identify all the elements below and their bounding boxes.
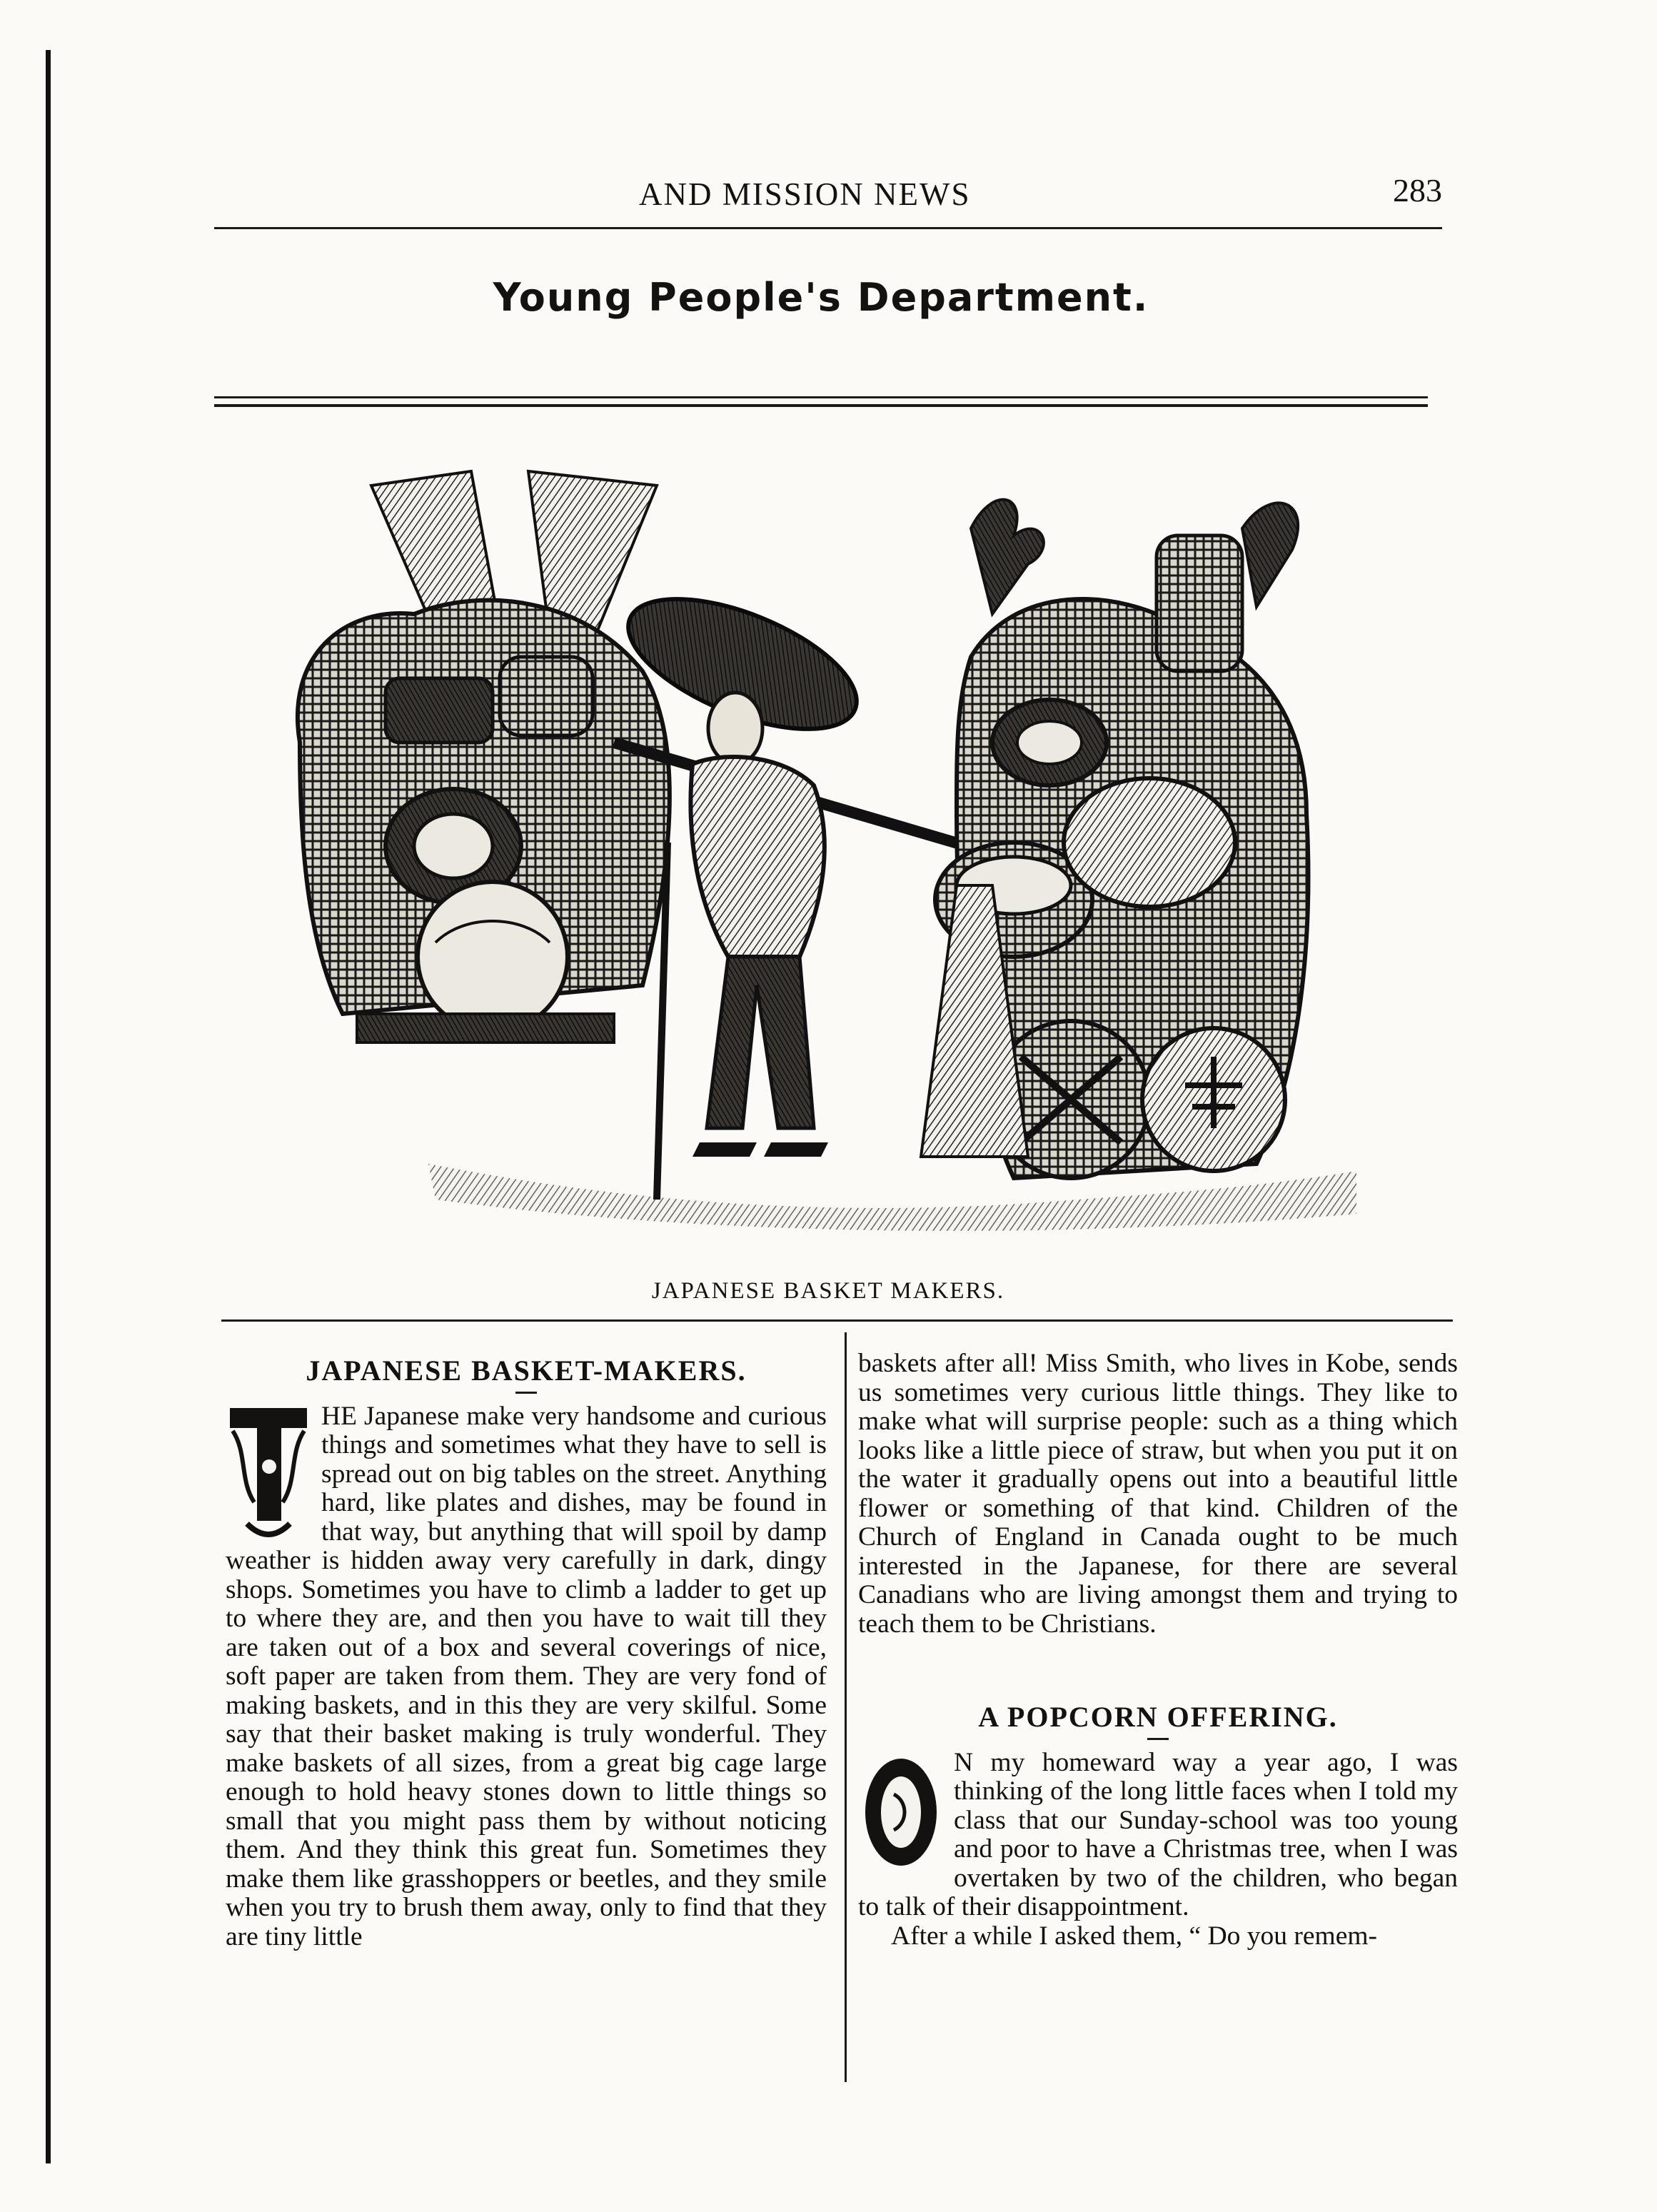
- dropcap-t: [226, 1402, 311, 1544]
- title-rule-top: [214, 396, 1428, 398]
- article-paragraph: baskets after all! Miss Smith, who lives in Kobe, sends us sometimes very curious little things. They like to make what will surprise people: such as a thing which looks like a little piece of straw, but when you put it on the water it gradually opens out into a beautiful little flower or something of that kind. Children of the Church of England in Canada ought to be much interested in the Japanese, for there are several Canadians who are living amongst them and trying to teach them to be Christians.: [858, 1349, 1458, 1639]
- article-title: JAPANESE BASKET-MAKERS.: [306, 1354, 747, 1387]
- header-rule: [214, 227, 1442, 229]
- column-divider: [845, 1332, 847, 2082]
- running-title: AND MISSION NEWS: [639, 176, 971, 212]
- ornamental-letter-o-icon: [858, 1751, 944, 1873]
- title-dash: [1147, 1738, 1169, 1740]
- article-title: A POPCORN OFFERING.: [978, 1701, 1338, 1733]
- right-column: [858, 1349, 1458, 1951]
- page-number: 283: [1393, 172, 1442, 208]
- columns-top-rule: [221, 1319, 1453, 1322]
- page-edge-bar: [46, 50, 51, 2163]
- department-title: Young People's Department.: [493, 275, 1149, 320]
- basket-makers-illustration: [257, 443, 1399, 1271]
- illustration-caption: JAPANESE BASKET MAKERS.: [651, 1278, 1005, 1304]
- running-head: [214, 171, 1442, 228]
- ornamental-letter-t-icon: [226, 1402, 311, 1544]
- article-paragraph: HE Japanese make very handsome and curious things and sometimes what they have to sell is spread out on big tables on the street. Anything hard, like plates and dishes, may be found in that way, but anything that will spoil by damp weather is hidden away very carefully in dark, dingy shops. Sometimes you have to climb a ladder to get up to where they are, and then you have to wait till they are taken out of a box and several coverings of nice, soft paper are taken from them. They are very fond of making baskets, and in this they are very skilful. Some say that their basket making is truly wonderful. They make baskets of all sizes, from a great big cage large enough to hold heavy stones down to little things so small that you might pass them by without noticing them. And they think this great fun. Sometimes they make them like grasshoppers or beetles, and they smile when you try to brush them away, only to find that they are tiny little: [226, 1401, 827, 1951]
- dropcap-o: [858, 1751, 944, 1873]
- left-column: [226, 1354, 827, 1951]
- article-paragraph: After a while I asked them, “ Do you remem-: [891, 1921, 1378, 1951]
- engraving-basket-vendor-icon: [257, 443, 1399, 1271]
- article-paragraph: N my homeward way a year ago, I was thinking of the long little faces when I told my class that our Sunday-school was too young and poor to have a Christmas tree, when I was overtaken by two of the children, who began to talk of their disappointment.: [858, 1747, 1458, 1921]
- title-rule-bottom: [214, 404, 1428, 407]
- title-dash: [515, 1392, 537, 1394]
